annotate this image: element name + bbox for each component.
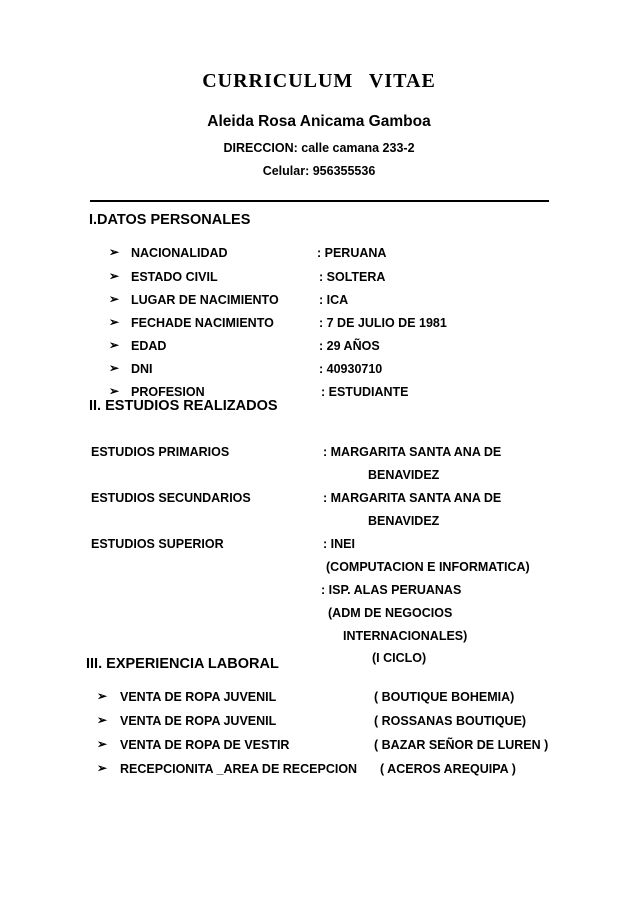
phone-line: Celular: 956355536 [262, 164, 376, 178]
experience-role: VENTA DE ROPA JUVENIL [120, 714, 277, 728]
arrow-bullet-icon: ➢ [109, 361, 120, 375]
experience-place: ( ROSSANAS BOUTIQUE) [374, 714, 527, 728]
section-heading-experience: III. EXPERIENCIA LABORAL [86, 656, 279, 672]
personal-value: : 40930710 [319, 362, 383, 376]
header-divider [90, 200, 549, 202]
personal-label: FECHADE NACIMIENTO [131, 316, 274, 330]
studies-secondary-value: : MARGARITA SANTA ANA DE [323, 491, 502, 505]
arrow-bullet-icon: ➢ [97, 689, 108, 703]
experience-place: ( BAZAR SEÑOR DE LUREN ) [374, 738, 549, 752]
arrow-bullet-icon: ➢ [109, 384, 120, 398]
studies-primary-label: ESTUDIOS PRIMARIOS [91, 445, 230, 459]
studies-superior-value: (COMPUTACION E INFORMATICA) [326, 560, 530, 574]
studies-superior-value: (ADM DE NEGOCIOS [328, 606, 453, 620]
section-heading-personal: I.DATOS PERSONALES [89, 212, 251, 228]
experience-role: VENTA DE ROPA JUVENIL [120, 690, 277, 704]
document-title: CURRICULUM VITAE [202, 70, 436, 92]
personal-label: LUGAR DE NACIMIENTO [131, 293, 279, 307]
arrow-bullet-icon: ➢ [109, 245, 120, 259]
personal-value: : ICA [319, 293, 349, 307]
personal-value: : 29 AÑOS [319, 339, 380, 353]
section-heading-studies: II. ESTUDIOS REALIZADOS [89, 398, 278, 414]
studies-secondary-value: BENAVIDEZ [368, 514, 440, 528]
personal-value: : SOLTERA [319, 270, 386, 284]
personal-label: DNI [131, 362, 153, 376]
personal-label: PROFESION [131, 385, 205, 399]
arrow-bullet-icon: ➢ [109, 292, 120, 306]
address-line: DIRECCION: calle camana 233-2 [223, 141, 415, 155]
studies-primary-value: BENAVIDEZ [368, 468, 440, 482]
arrow-bullet-icon: ➢ [109, 269, 120, 283]
personal-value: : 7 DE JULIO DE 1981 [319, 316, 447, 330]
studies-superior-value: : ISP. ALAS PERUANAS [321, 583, 462, 597]
arrow-bullet-icon: ➢ [97, 761, 108, 775]
personal-label: NACIONALIDAD [131, 246, 228, 260]
personal-value: : PERUANA [317, 246, 387, 260]
studies-superior-value: : INEI [323, 537, 355, 551]
studies-superior-value: INTERNACIONALES) [343, 629, 468, 643]
candidate-name: Aleida Rosa Anicama Gamboa [207, 113, 431, 130]
experience-role: RECEPCIONITA _AREA DE RECEPCION [120, 762, 358, 776]
arrow-bullet-icon: ➢ [97, 737, 108, 751]
personal-label: ESTADO CIVIL [131, 270, 218, 284]
personal-label: EDAD [131, 339, 167, 353]
arrow-bullet-icon: ➢ [109, 338, 120, 352]
experience-role: VENTA DE ROPA DE VESTIR [120, 738, 290, 752]
studies-superior-label: ESTUDIOS SUPERIOR [91, 537, 224, 551]
experience-place: ( ACEROS AREQUIPA ) [380, 762, 516, 776]
studies-secondary-label: ESTUDIOS SECUNDARIOS [91, 491, 251, 505]
studies-superior-value: (I CICLO) [372, 651, 427, 665]
studies-primary-value: : MARGARITA SANTA ANA DE [323, 445, 502, 459]
personal-value: : ESTUDIANTE [321, 385, 409, 399]
arrow-bullet-icon: ➢ [97, 713, 108, 727]
arrow-bullet-icon: ➢ [109, 315, 120, 329]
experience-place: ( BOUTIQUE BOHEMIA) [374, 690, 515, 704]
